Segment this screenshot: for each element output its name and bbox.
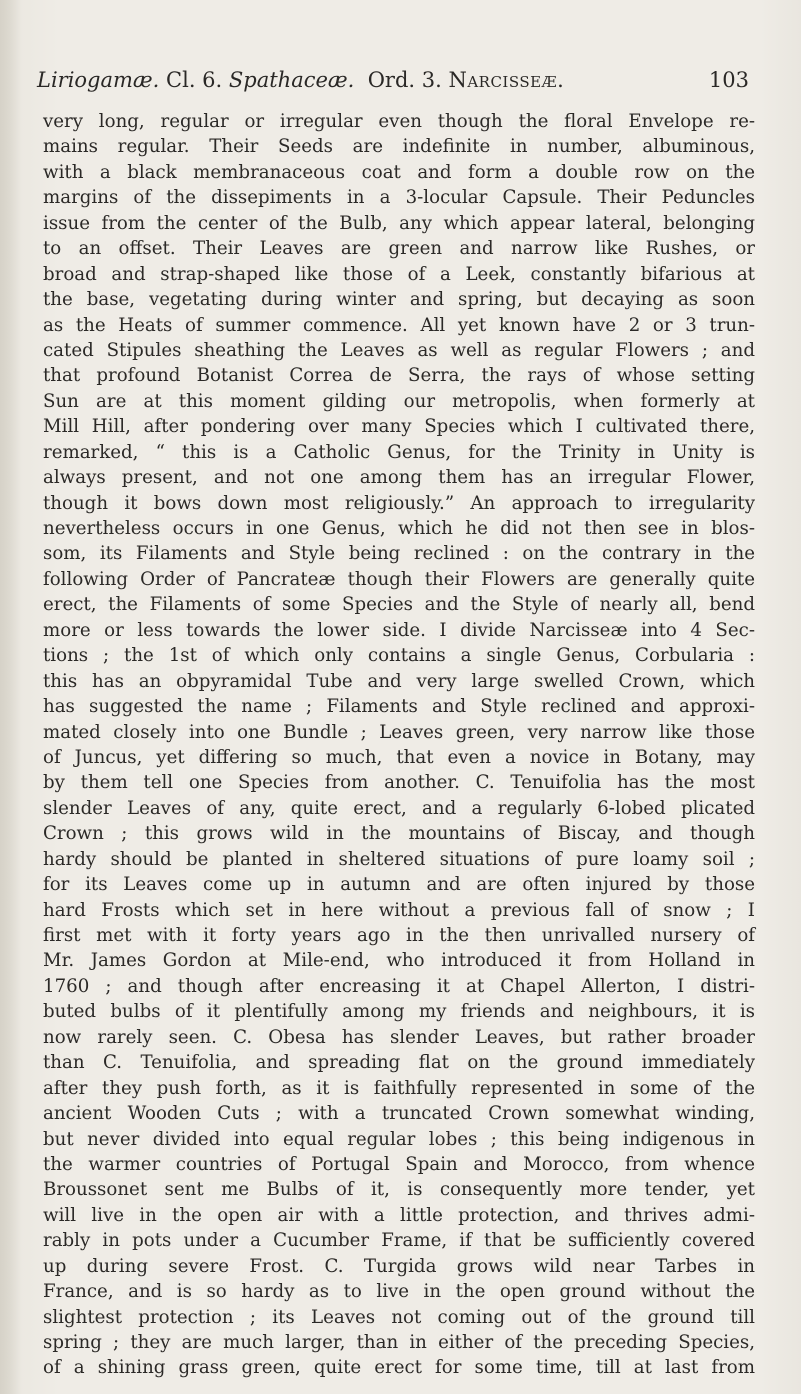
text-line: mated closely into one Bundle ; Leaves green, very narrow like those: [43, 721, 755, 743]
text-line: following Order of Pancrateæ though their Flowers are generally quite: [43, 568, 755, 590]
text-line: ancient Wooden Cuts ; with a truncated Crown somewhat winding,: [43, 1103, 755, 1125]
text-line: to an offset. Their Leaves are green and narrow like Rushes, or: [43, 238, 755, 260]
text-line: hard Frosts which set in here without a previous fall of snow ; I: [43, 899, 755, 921]
gutter-shadow: [0, 0, 22, 1394]
text-line: 1760 ; and though after encreasing it at Chapel Allerton, I distri-: [43, 975, 755, 997]
text-line: buted bulbs of it plentifully among my friends and neighbours, it is: [43, 1001, 755, 1023]
order-label: Ord. 3.: [367, 68, 449, 92]
text-line: as the Heats of summer commence. All yet known have 2 or 3 trun-: [43, 314, 755, 336]
text-line: up during severe Frost. C. Turgida grows wild near Tarbes in: [43, 1255, 755, 1277]
text-line: remarked, “ this is a Catholic Genus, for the Trinity in Unity is: [43, 441, 755, 463]
text-line: Mr. James Gordon at Mile-end, who introduced it from Holland in: [43, 950, 755, 972]
text-line: after they push forth, as it is faithfully represented in some of the: [43, 1077, 755, 1099]
text-line: broad and strap-shaped like those of a Leek, constantly bifarious at: [43, 263, 755, 285]
text-line: spring ; they are much larger, than in either of the preceding Species,: [43, 1332, 755, 1353]
text-line: Crown ; this grows wild in the mountains of Biscay, and though: [43, 823, 755, 845]
text-line: issue from the center of the Bulb, any which appear lateral, belonging: [43, 212, 755, 234]
page-number: 103: [708, 68, 749, 92]
text-line: cated Stipules sheathing the Leaves as well as regular Flowers ; and: [43, 339, 755, 361]
text-line: hardy should be planted in sheltered situations of pure loamy soil ;: [43, 848, 755, 870]
text-line: Mill Hill, after pondering over many Species which I cultivated there,: [43, 416, 755, 438]
text-line: more or less towards the lower side. I divide Narcisseæ into 4 Sec-: [43, 619, 755, 641]
text-line: Broussonet sent me Bulbs of it, is consequently more tender, yet: [43, 1179, 755, 1201]
text-line: very long, regular or irregular even though the floral Envelope re-: [43, 111, 755, 132]
text-line: will live in the open air with a little protection, and thrives admi-: [43, 1204, 755, 1226]
text-line: this has an obpyramidal Tube and very large swelled Crown, which: [43, 670, 755, 692]
text-line: of a shining grass green, quite erect for some time, till at last from: [43, 1357, 755, 1379]
body-text: [43, 109, 755, 1381]
family-name: Spathaceæ.: [228, 68, 355, 92]
text-line: first met with it forty years ago in the then unrivalled nursery of: [43, 925, 755, 946]
text-line: of Juncus, yet differing so much, that even a novice in Botany, may: [43, 746, 755, 768]
text-line: Sun are at this moment gilding our metropolis, when formerly at: [43, 390, 755, 412]
text-line: rably in pots under a Cucumber Frame, if that be sufficiently covered: [43, 1230, 755, 1252]
text-line: som, its Filaments and Style being reclined : on the contrary in the: [43, 543, 755, 565]
text-line: that profound Botanist Correa de Serra, the rays of whose setting: [43, 365, 755, 387]
text-line: has suggested the name ; Filaments and Style reclined and approxi-: [43, 696, 755, 718]
text-line: though it bows down most religiously.” An approach to irregularity: [43, 492, 755, 514]
text-line: slender Leaves of any, quite erect, and a regularly 6-lobed plicated: [43, 797, 755, 819]
text-line: margins of the dissepiments in a 3-locular Capsule. Their Peduncles: [43, 187, 755, 209]
text-line: than C. Tenuifolia, and spreading flat on the ground immediately: [43, 1052, 755, 1074]
text-line: always present, and not one among them has an irregular Flower,: [43, 467, 755, 489]
text-line: the warmer countries of Portugal Spain and Morocco, from whence: [43, 1153, 755, 1175]
text-line: now rarely seen. C. Obesa has slender Leaves, but rather broader: [43, 1026, 755, 1048]
order-name: Narcisseæ.: [448, 68, 565, 92]
text-line: slightest protection ; its Leaves not coming out of the ground till: [43, 1306, 755, 1328]
class-name: Liriogamæ.: [37, 68, 160, 92]
text-line: nevertheless occurs in one Genus, which he did not then see in blos-: [43, 518, 755, 539]
text-line: tions ; the 1st of which only contains a single Genus, Corbularia :: [43, 645, 755, 667]
running-head-title: [37, 68, 564, 92]
text-line: erect, the Filaments of some Species and the Style of nearly all, bend: [43, 594, 755, 616]
text-line: France, and is so hardy as to live in the open ground without the: [43, 1281, 755, 1303]
text-line: mains regular. Their Seeds are indefinite in number, albuminous,: [43, 136, 755, 158]
class-number: Cl. 6.: [159, 68, 229, 92]
text-line: the base, vegetating during winter and spring, but decaying as soon: [43, 289, 755, 311]
text-line: by them tell one Species from another. C. Tenuifolia has the most: [43, 772, 755, 794]
text-line: but never divided into equal regular lobes ; this being indigenous in: [43, 1128, 755, 1150]
running-head: [37, 68, 749, 98]
text-line: with a black membranaceous coat and form a double row on the: [43, 161, 755, 183]
text-line: for its Leaves come up in autumn and are often injured by those: [43, 874, 755, 896]
